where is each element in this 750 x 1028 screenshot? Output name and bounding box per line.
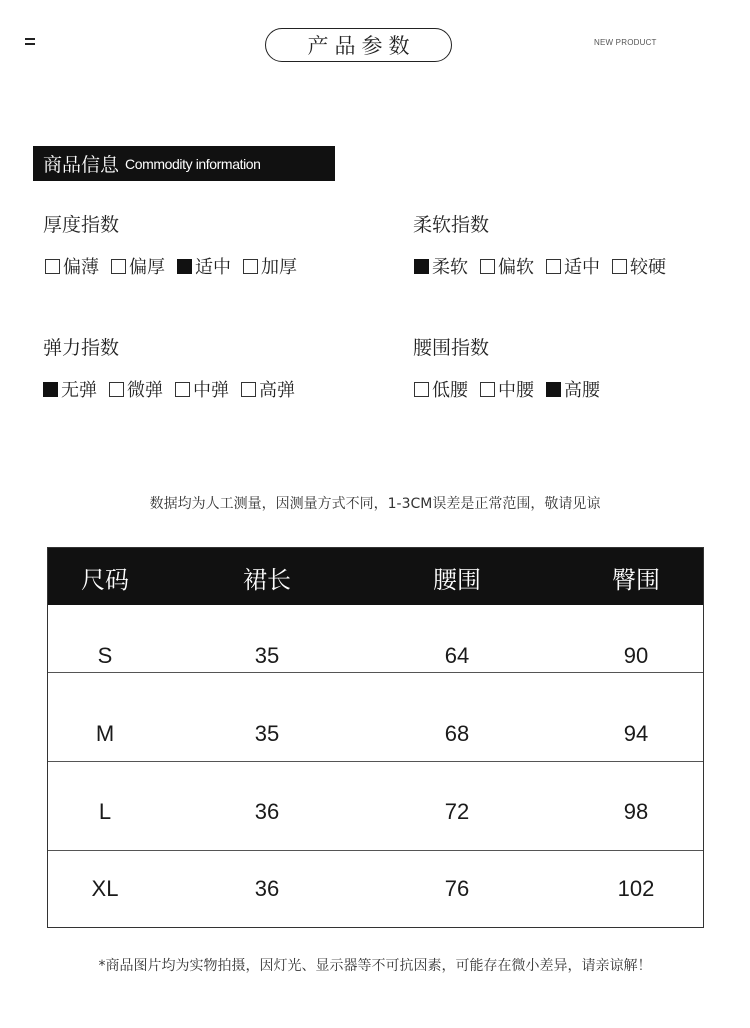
waist-cell: 76 xyxy=(444,876,470,901)
waist-cell: 68 xyxy=(444,721,470,746)
unchecked-box-icon[interactable] xyxy=(480,382,495,397)
waist-option-label: 中腰 xyxy=(498,380,534,401)
unchecked-box-icon[interactable] xyxy=(243,259,258,274)
waist-cell: 72 xyxy=(444,799,470,824)
hip-cell: 90 xyxy=(623,643,649,668)
footer-note: *商品图片均为实物拍摄，因灯光、显示器等不可抗因素，可能存在微小差异，请亲谅解！ xyxy=(98,958,652,974)
header-length: 裙长 xyxy=(243,566,291,594)
length-cell: 36 xyxy=(254,799,280,824)
softness-option[interactable] xyxy=(414,253,468,279)
unchecked-box-icon[interactable] xyxy=(109,382,124,397)
thickness-option[interactable] xyxy=(243,253,297,279)
size-cell: S xyxy=(97,643,113,668)
measurement-note: 数据均为人工测量，因测量方式不同，1-3CM误差是正常范围，敬请见谅 xyxy=(149,496,601,512)
hip-cell: 94 xyxy=(623,721,649,746)
thickness-option[interactable] xyxy=(45,253,99,279)
unchecked-box-icon[interactable] xyxy=(241,382,256,397)
elasticity-option-label: 高弹 xyxy=(259,380,295,401)
section-title-en: Commodity information xyxy=(125,155,261,172)
page-title xyxy=(265,28,452,62)
row-divider xyxy=(48,850,703,851)
thickness-option-label: 适中 xyxy=(195,257,231,278)
elasticity-option[interactable] xyxy=(43,376,97,402)
section-title-cn: 商品信息 xyxy=(43,154,120,176)
section-badge xyxy=(33,146,335,181)
softness-option-label: 较硬 xyxy=(630,257,666,278)
thickness-option-label: 加厚 xyxy=(261,257,297,278)
elasticity-option-label: 中弹 xyxy=(193,380,229,401)
waist-option-label: 低腰 xyxy=(432,380,468,401)
checked-box-icon[interactable] xyxy=(43,382,58,397)
elasticity-option-label: 无弹 xyxy=(61,380,97,401)
checked-box-icon[interactable] xyxy=(177,259,192,274)
waist-options xyxy=(414,376,612,402)
softness-option[interactable] xyxy=(480,253,534,279)
softness-options xyxy=(414,253,678,279)
header-waist: 腰围 xyxy=(433,566,481,594)
size-cell: M xyxy=(95,721,115,746)
header-tagline: NEW PRODUCT xyxy=(594,38,657,47)
waist-option-label: 高腰 xyxy=(564,380,600,401)
elasticity-option[interactable] xyxy=(109,376,163,402)
header-size: 尺码 xyxy=(81,566,129,594)
elasticity-option[interactable] xyxy=(241,376,295,402)
waist-option[interactable] xyxy=(546,376,600,402)
elasticity-options xyxy=(43,376,307,402)
thickness-option[interactable] xyxy=(177,253,231,279)
thickness-option-label: 偏厚 xyxy=(129,257,165,278)
length-cell: 35 xyxy=(254,643,280,668)
header-hip: 臀围 xyxy=(612,566,660,594)
elasticity-title: 弹力指数 xyxy=(43,337,120,359)
thickness-option[interactable] xyxy=(111,253,165,279)
elasticity-option[interactable] xyxy=(175,376,229,402)
page-title-text: 产品参数 xyxy=(307,34,416,58)
thickness-option-label: 偏薄 xyxy=(63,257,99,278)
menu-icon[interactable] xyxy=(25,36,35,46)
unchecked-box-icon[interactable] xyxy=(111,259,126,274)
row-divider xyxy=(48,761,703,762)
size-table xyxy=(47,547,704,928)
waist-title: 腰围指数 xyxy=(413,337,490,359)
thickness-options xyxy=(45,253,309,279)
size-cell: L xyxy=(98,799,112,824)
unchecked-box-icon[interactable] xyxy=(480,259,495,274)
softness-option-label: 偏软 xyxy=(498,257,534,278)
softness-option[interactable] xyxy=(612,253,666,279)
checked-box-icon[interactable] xyxy=(414,259,429,274)
softness-option-label: 柔软 xyxy=(432,257,468,278)
checked-box-icon[interactable] xyxy=(546,382,561,397)
length-cell: 35 xyxy=(254,721,280,746)
elasticity-option-label: 微弹 xyxy=(127,380,163,401)
unchecked-box-icon[interactable] xyxy=(546,259,561,274)
unchecked-box-icon[interactable] xyxy=(175,382,190,397)
thickness-title: 厚度指数 xyxy=(43,214,120,236)
waist-cell: 64 xyxy=(444,643,470,668)
hip-cell: 98 xyxy=(623,799,649,824)
size-table-header xyxy=(48,548,703,605)
unchecked-box-icon[interactable] xyxy=(414,382,429,397)
softness-option[interactable] xyxy=(546,253,600,279)
size-cell: XL xyxy=(91,876,119,901)
waist-option[interactable] xyxy=(414,376,468,402)
hip-cell: 102 xyxy=(617,876,655,901)
waist-option[interactable] xyxy=(480,376,534,402)
row-divider xyxy=(48,672,703,673)
unchecked-box-icon[interactable] xyxy=(45,259,60,274)
unchecked-box-icon[interactable] xyxy=(612,259,627,274)
softness-option-label: 适中 xyxy=(564,257,600,278)
softness-title: 柔软指数 xyxy=(413,214,490,236)
length-cell: 36 xyxy=(254,876,280,901)
